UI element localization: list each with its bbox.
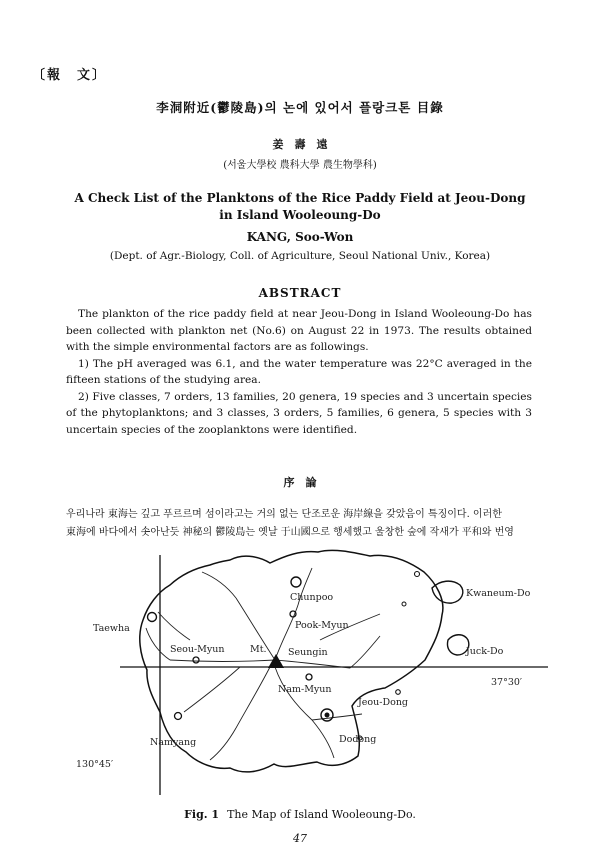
label-seou-myun: Seou-Myun [170,644,225,655]
jeou-dong-marker-dot [325,713,330,718]
korean-affiliation: (서울大學校 農科大學 農生物學科) [223,160,377,171]
english-title-line2: in Island Wooleoung-Do [219,208,381,222]
korean-author: 姜 壽 遠 [272,138,328,151]
label-jeou-dong: Jeou-Dong [358,697,409,708]
label-nam-myun: Nam-Myun [278,684,332,695]
label-kwaneum-do: Kwaneum-Do [466,588,531,599]
label-longitude: 130°45′ [76,759,114,770]
abstract-paragraph-3: 2) Five classes, 7 orders, 13 families, 20 genera, 19 species and 3 uncertain species of the phytoplanktons; and 3 classes, 3 orders, 5 families, 6 genera, 5 species with 3 uncertain species of the zooplanktons were identified. [66,390,532,436]
taewha-marker [148,613,157,622]
nam-myun-marker [306,674,312,680]
label-mt: Mt. [250,644,267,655]
section-tag: 〔報 文〕 [32,68,108,83]
label-seungin: Seungin [288,647,328,658]
korean-title: 李洞附近(鬱陵島)의 논에 있어서 플랑크톤 目錄 [156,100,444,115]
page-number: 47 [293,832,307,845]
islet-east [402,602,406,606]
namyang-marker [175,713,182,720]
label-chunpoo: Chunpoo [290,592,334,603]
figure-number: Fig. 1 [184,808,220,821]
seou-myun-marker [193,657,199,663]
label-dodong: Dodong [339,734,377,745]
islet-north [415,572,420,577]
chunpoo-marker [291,577,301,587]
label-latitude: 37°30′ [491,677,523,688]
english-title-line1: A Check List of the Planktons of the Rice Paddy Field at Jeou-Dong [74,191,526,205]
abstract-heading: ABSTRACT [258,286,342,300]
label-namyang: Namyang [150,737,197,748]
kwaneum-do-island [432,581,463,603]
intro-heading: 序 論 [283,476,317,489]
abstract-paragraph-2: 1) The pH averaged was 6.1, and the water temperature was 22°C averaged in the fifteen stations of the studying area. [66,357,532,386]
figure-caption [0,808,600,821]
figure-caption-text: The Map of Island Wooleoung-Do. [227,808,416,821]
stream-lines [146,568,380,760]
intro-line-2: 東海에 바다에서 솟아난듯 神秘의 鬱陵島는 옛날 于山國으로 행세했고 울창한 숲에 작새가 平和와 번영 [66,527,514,538]
english-author: KANG, Soo-Won [246,230,354,244]
islet-jeou [396,690,401,695]
label-juck-do: Juck-Do [466,646,504,657]
intro-line-1: 우리나라 東海는 깊고 푸르르며 섬이라고는 거의 없는 단조로운 海岸線을 갖았음이 특징이다. 이러한 [66,509,502,520]
abstract-paragraph-1: The plankton of the rice paddy field at near Jeou-Dong in Island Wooleoung-Do has been collected with plankton net (No.6) on August 22 in 1973. The results obtained with the simple environmental factors are as followings. [66,308,532,353]
english-affiliation: (Dept. of Agr.-Biology, Coll. of Agriculture, Seoul National Univ., Korea) [109,250,491,262]
label-taewha: Taewha [93,623,130,634]
label-pook-myun: Pook-Myun [295,620,349,631]
